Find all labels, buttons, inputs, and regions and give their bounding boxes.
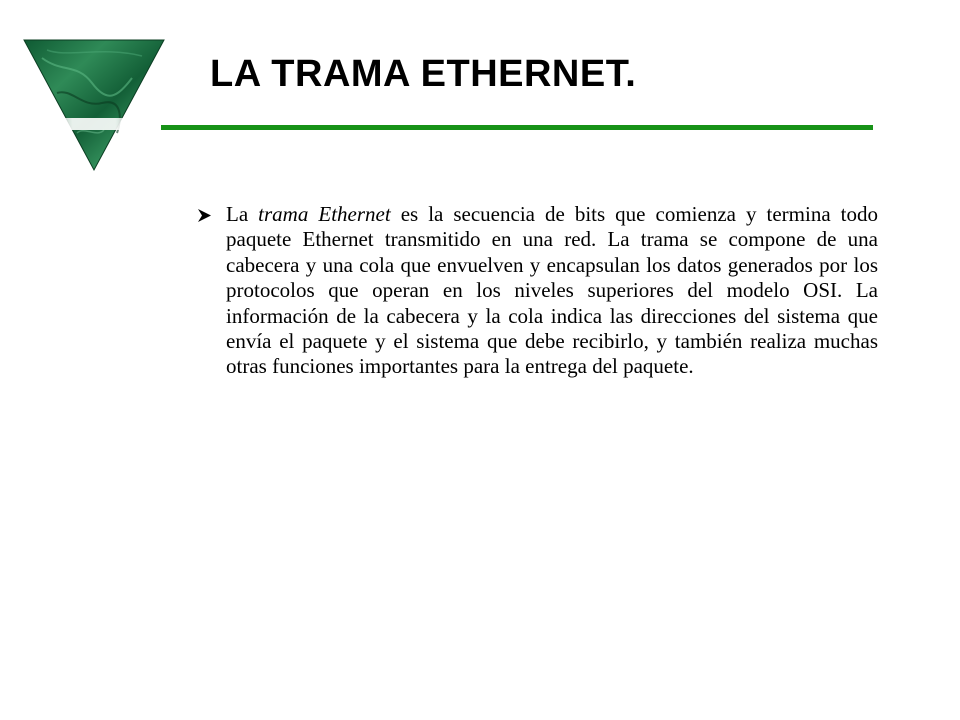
bullet-text-rest: es la secuencia de bits que comienza y termina todo paquete Ethernet transmitido en una red. La trama se compone de una cabecera y una cola que envuelven y encapsulan los datos generados por los protocolos que operan en los niveles superiores del modelo OSI. La información de la cabecera y la cola indica las direcciones del sistema que envía el paquete y el sistema que debe recibirlo, y también realiza muchas otras funciones importantes para la entrega del paquete. (226, 202, 878, 379)
bullet-text-start: La (226, 202, 259, 226)
arrow-head-bullet-icon (197, 208, 212, 223)
slide-title: LA TRAMA ETHERNET. (210, 53, 637, 95)
bullet-item (197, 202, 878, 380)
green-marble-triangle-icon (22, 38, 166, 172)
title-underline (161, 125, 873, 130)
bullet-text (226, 202, 878, 380)
bullet-text-italic-term: trama Ethernet (258, 202, 391, 226)
